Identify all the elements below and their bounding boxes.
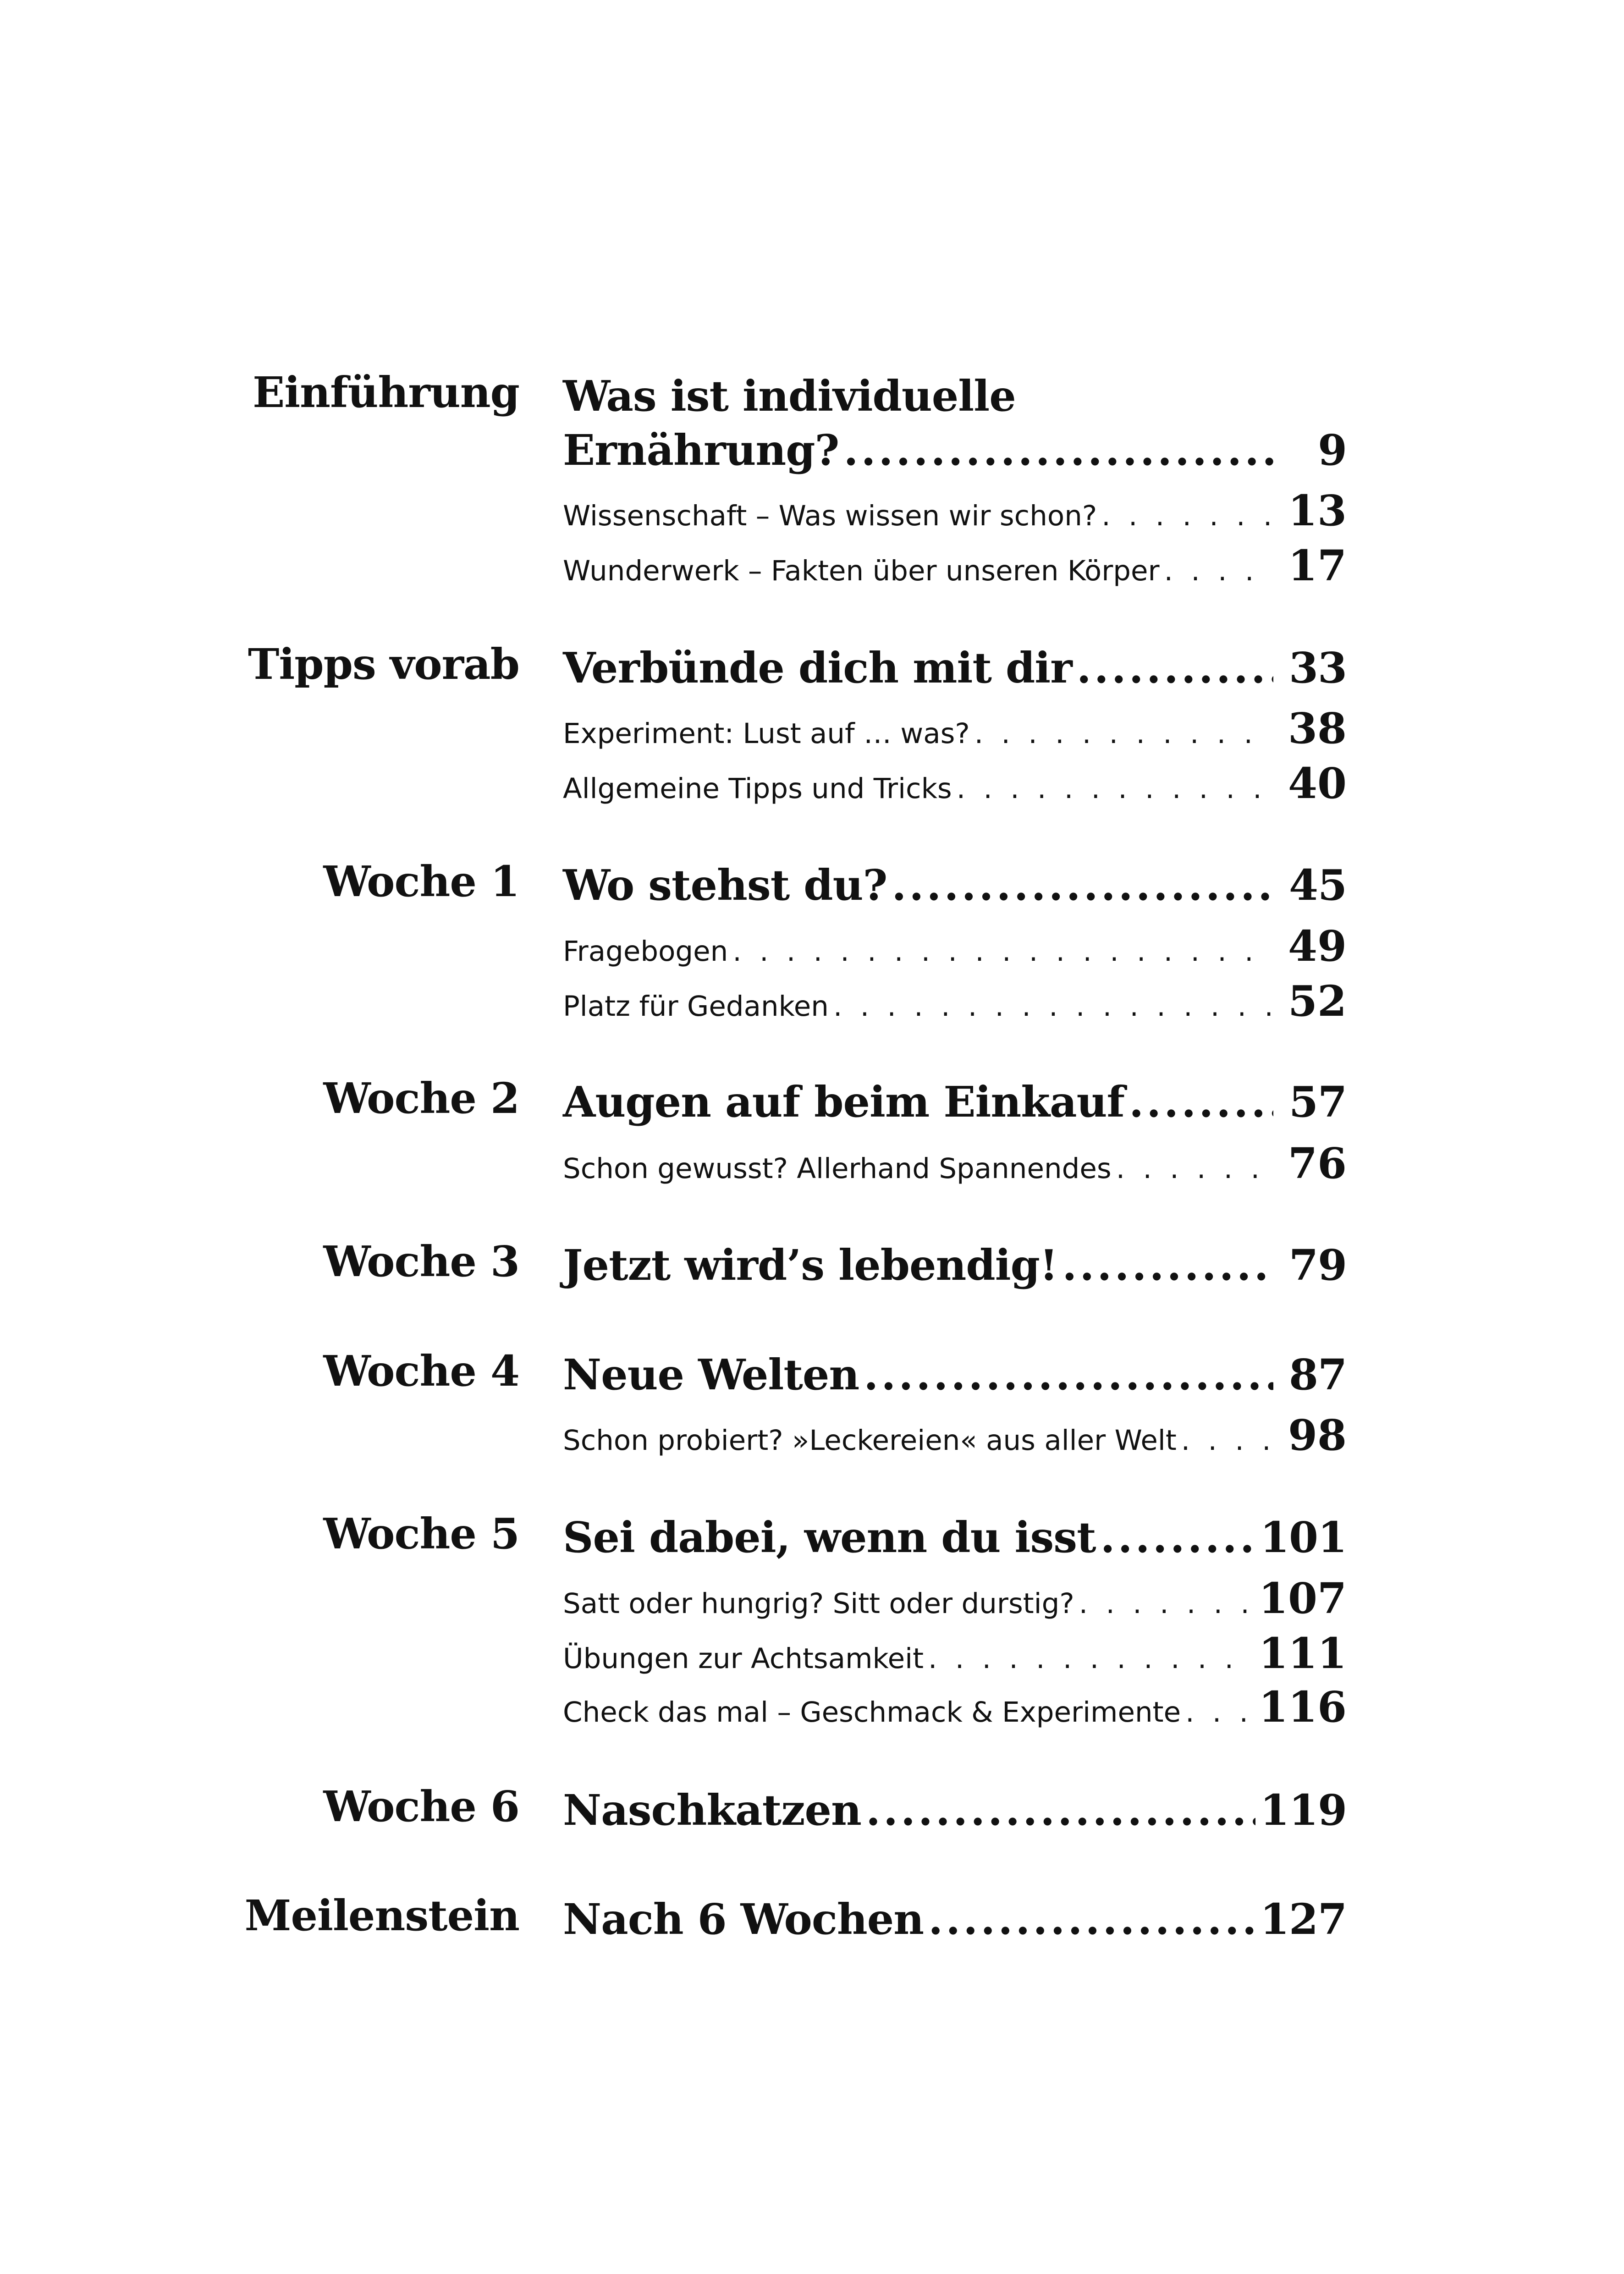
section-label: Woche 5 bbox=[323, 1509, 519, 1558]
page-number: 38 bbox=[1288, 704, 1347, 753]
page-number: 87 bbox=[1288, 1350, 1347, 1399]
section-label: Einführung bbox=[253, 368, 519, 417]
toc-entry-title-line: Was ist individuelle bbox=[563, 371, 1016, 421]
toc-entry[interactable] bbox=[563, 1077, 1347, 1127]
toc-entry[interactable] bbox=[563, 643, 1347, 693]
toc-subentry-title: Platz für Gedanken bbox=[563, 990, 829, 1023]
section-label: Woche 3 bbox=[323, 1237, 519, 1286]
dot-leader bbox=[1185, 1696, 1254, 1729]
dot-leader bbox=[1129, 1077, 1273, 1127]
dot-leader bbox=[928, 1894, 1255, 1944]
toc-subentry-title: Wunderwerk – Fakten über unseren Körper bbox=[563, 555, 1160, 587]
toc-subentry[interactable] bbox=[563, 976, 1347, 1026]
toc-subentry[interactable] bbox=[563, 541, 1347, 590]
dot-leader bbox=[974, 717, 1273, 750]
toc-entry-title: Jetzt wird’s lebendig! bbox=[563, 1240, 1058, 1290]
toc-subentry[interactable] bbox=[563, 759, 1347, 808]
page-number: 127 bbox=[1260, 1894, 1347, 1944]
toc-subentry-title: Wissenschaft – Was wissen wir schon? bbox=[563, 500, 1097, 532]
page-number: 40 bbox=[1288, 759, 1347, 808]
toc-subentry[interactable] bbox=[563, 704, 1347, 753]
page-number: 119 bbox=[1260, 1785, 1347, 1835]
section-label: Tipps vorab bbox=[248, 639, 519, 689]
toc-subentry[interactable] bbox=[563, 1410, 1347, 1460]
dot-leader bbox=[843, 425, 1273, 475]
toc-entry-title: Augen auf beim Einkauf bbox=[563, 1077, 1125, 1127]
toc-subentry-title: Schon probiert? »Leckereien« aus aller Welt bbox=[563, 1424, 1177, 1457]
toc-subentry-title: Schon gewusst? Allerhand Spannendes bbox=[563, 1152, 1112, 1185]
page-number: 76 bbox=[1288, 1139, 1347, 1188]
page-number: 52 bbox=[1288, 976, 1347, 1026]
toc-subentry-title: Allgemeine Tipps und Tricks bbox=[563, 772, 952, 805]
page-number: 57 bbox=[1288, 1077, 1347, 1127]
page-number: 45 bbox=[1288, 860, 1347, 910]
page-number: 98 bbox=[1288, 1410, 1347, 1460]
dot-leader bbox=[1062, 1240, 1273, 1290]
toc-subentry[interactable] bbox=[563, 1574, 1347, 1623]
toc-entry-title: Wo stehst du? bbox=[563, 860, 887, 910]
toc-entry-title: Ernährung? bbox=[563, 425, 839, 475]
page-number: 49 bbox=[1288, 921, 1347, 971]
toc-entry-title: Nach 6 Wochen bbox=[563, 1894, 924, 1944]
toc-entry[interactable] bbox=[563, 1785, 1347, 1835]
section-label: Woche 4 bbox=[323, 1346, 519, 1396]
toc-entry[interactable] bbox=[563, 1513, 1347, 1562]
page-number: 33 bbox=[1288, 643, 1347, 693]
toc-entry-title: Naschkatzen bbox=[563, 1785, 861, 1835]
toc-subentry[interactable] bbox=[563, 1629, 1347, 1678]
toc-subentry[interactable] bbox=[563, 486, 1347, 535]
dot-leader bbox=[928, 1642, 1254, 1675]
toc-subentry-title: Fragebogen bbox=[563, 935, 728, 968]
dot-leader bbox=[732, 935, 1273, 968]
toc-subentry-title: Übungen zur Achtsamkeit bbox=[563, 1642, 924, 1675]
toc-entry-title: Neue Welten bbox=[563, 1350, 859, 1399]
page-number: 17 bbox=[1288, 541, 1347, 590]
dot-leader bbox=[1116, 1152, 1273, 1185]
dot-leader bbox=[957, 772, 1273, 805]
dot-leader bbox=[864, 1350, 1273, 1399]
toc-entry[interactable] bbox=[563, 1240, 1347, 1290]
dot-leader bbox=[866, 1785, 1255, 1835]
page-number: 79 bbox=[1288, 1240, 1347, 1290]
toc-subentry[interactable] bbox=[563, 921, 1347, 971]
dot-leader bbox=[1077, 643, 1273, 693]
page-number: 116 bbox=[1258, 1682, 1347, 1732]
section-label: Meilenstein bbox=[244, 1891, 519, 1940]
toc-subentry-title: Experiment: Lust auf … was? bbox=[563, 717, 970, 750]
dot-leader bbox=[1164, 555, 1273, 587]
dot-leader bbox=[1101, 500, 1273, 532]
toc-entry-title: Verbünde dich mit dir bbox=[563, 643, 1072, 693]
page-number: 107 bbox=[1258, 1574, 1347, 1623]
toc-subentry-title: Satt oder hungrig? Sitt oder durstig? bbox=[563, 1587, 1074, 1620]
dot-leader bbox=[1181, 1424, 1273, 1457]
toc-entry[interactable] bbox=[563, 1350, 1347, 1399]
dot-leader bbox=[833, 990, 1273, 1023]
section-label: Woche 6 bbox=[323, 1782, 519, 1831]
toc-entry[interactable] bbox=[563, 425, 1347, 475]
page-number: 111 bbox=[1258, 1629, 1347, 1678]
dot-leader bbox=[1079, 1587, 1254, 1620]
dot-leader bbox=[1101, 1513, 1255, 1562]
page-number: 9 bbox=[1317, 425, 1347, 475]
section-label: Woche 2 bbox=[323, 1074, 519, 1123]
section-label: Woche 1 bbox=[323, 857, 519, 906]
toc-subentry-title: Check das mal – Geschmack & Experimente bbox=[563, 1696, 1181, 1729]
page-number: 101 bbox=[1260, 1513, 1347, 1562]
page-number: 13 bbox=[1288, 486, 1347, 535]
toc-entry[interactable] bbox=[563, 1894, 1347, 1944]
dot-leader bbox=[892, 860, 1273, 910]
toc-entry[interactable] bbox=[563, 860, 1347, 910]
toc-subentry[interactable] bbox=[563, 1682, 1347, 1732]
toc-entry-title: Sei dabei, wenn du isst bbox=[563, 1513, 1096, 1562]
toc-subentry[interactable] bbox=[563, 1139, 1347, 1188]
